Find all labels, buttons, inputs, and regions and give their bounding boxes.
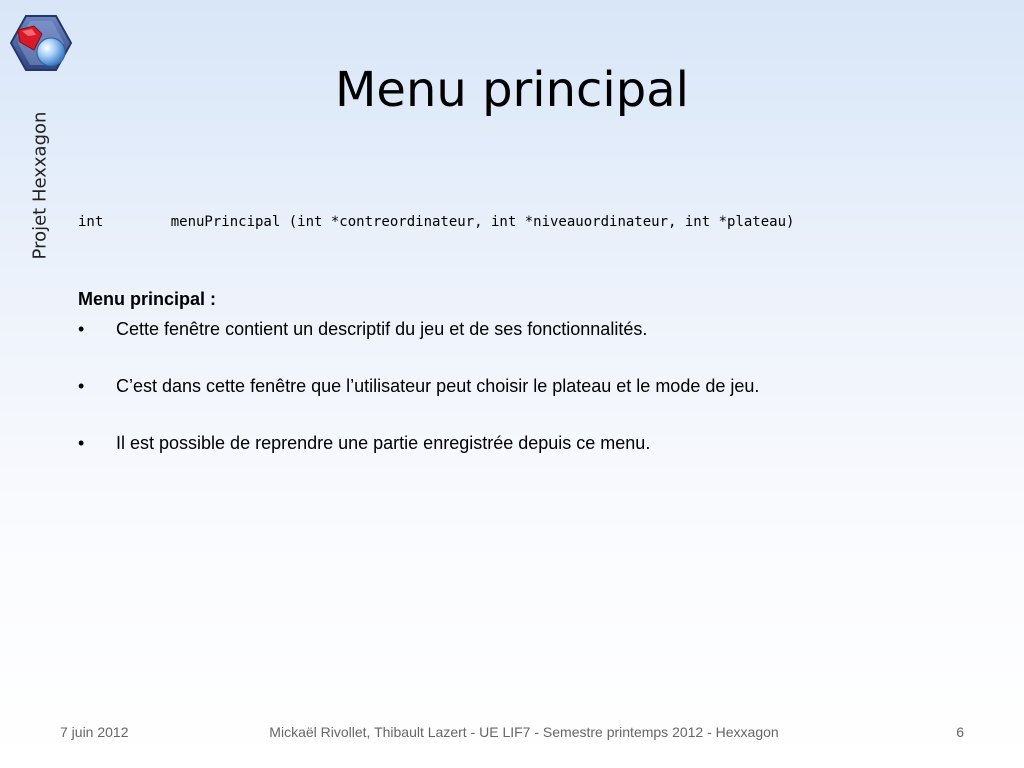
section-heading: Menu principal : bbox=[78, 289, 217, 309]
bullet-text: Il est possible de reprendre une partie enregistrée depuis ce menu. bbox=[116, 433, 651, 453]
function-signature: int menuPrincipal (int *contreordinateur, int *niveauordinateur, int *plateau) bbox=[78, 214, 795, 230]
footer-page-number: 6 bbox=[956, 724, 964, 740]
slide-title: Menu principal bbox=[335, 62, 689, 118]
bullet-text: Cette fenêtre contient un descriptif du jeu et de ses fonctionnalités. bbox=[116, 319, 648, 339]
side-project-label bbox=[22, 100, 58, 270]
bullet-text: C’est dans cette fenêtre que l’utilisateur peut choisir le plateau et le mode de jeu. bbox=[116, 376, 760, 396]
footer-authors: Mickaël Rivollet, Thibault Lazert - UE LIF7 - Semestre printemps 2012 - Hexxagon bbox=[269, 724, 779, 740]
bullet-glyph: • bbox=[78, 319, 85, 339]
side-project-label-text: Projet Hexxagon bbox=[29, 111, 51, 259]
footer-date: 7 juin 2012 bbox=[60, 724, 129, 740]
bullet-glyph: • bbox=[78, 376, 85, 396]
bullet-glyph: • bbox=[78, 433, 85, 453]
